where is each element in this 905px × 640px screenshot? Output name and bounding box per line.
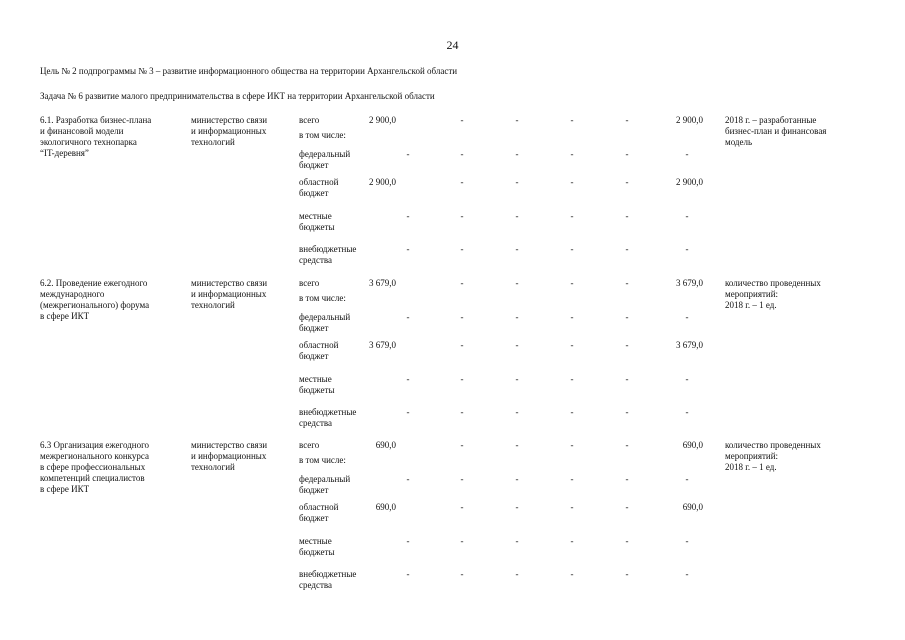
amount-cell: - (570, 569, 574, 579)
amount-cell: - (570, 244, 574, 254)
amount-cell: - (460, 407, 464, 417)
funding-source-label: всего (299, 278, 320, 288)
amount-cell: - (515, 115, 519, 125)
amount-cell: - (625, 115, 629, 125)
amount-cell: - (570, 340, 574, 350)
amount-cell: - (460, 374, 464, 384)
amount-cell: - (570, 440, 574, 450)
amount-cell: 3 679,0 (676, 278, 703, 288)
funding-source-label: областной бюджет (299, 502, 339, 523)
activity-name: 6.2. Проведение ежегодного международного (межрегионального) форума в сфере ИКТ (40, 278, 150, 321)
amount-cell: 690,0 (375, 502, 396, 512)
amount-cell: - (406, 474, 410, 484)
amount-cell: - (460, 278, 464, 288)
amount-cell: - (685, 569, 689, 579)
amount-cell: - (515, 536, 519, 546)
amount-cell: 3 679,0 (676, 340, 703, 350)
result-indicator: количество проведенных мероприятий: 2018 г. – 1 ед. (725, 278, 821, 310)
amount-cell: - (570, 536, 574, 546)
amount-cell: - (460, 115, 464, 125)
amount-cell: - (515, 502, 519, 512)
amount-cell: - (625, 374, 629, 384)
amount-cell: - (406, 407, 410, 417)
amount-cell: - (570, 312, 574, 322)
executor: министерство связи и информационных технологий (191, 440, 268, 472)
amount-cell: - (515, 211, 519, 221)
funding-source-label: в том числе: (299, 293, 346, 303)
amount-cell: 2 900,0 (369, 115, 396, 125)
activity-name: 6.3 Организация ежегодного межрегионального конкурса в сфере профессиональных компетенций специалистов в сфере ИКТ (40, 440, 150, 494)
funding-source-label: федеральный бюджет (299, 149, 351, 170)
funding-source-label: в том числе: (299, 455, 346, 465)
amount-cell: - (685, 536, 689, 546)
funding-source-label: всего (299, 115, 320, 125)
amount-cell: - (685, 211, 689, 221)
amount-cell: - (625, 536, 629, 546)
executor: министерство связи и информационных технологий (191, 278, 268, 310)
amount-cell: - (460, 244, 464, 254)
amount-cell: - (625, 502, 629, 512)
amount-cell: - (460, 340, 464, 350)
amount-cell: - (625, 312, 629, 322)
funding-source-label: внебюджетные средства (299, 407, 357, 428)
amount-cell: - (685, 474, 689, 484)
amount-cell: - (625, 569, 629, 579)
funding-source-label: местные бюджеты (299, 211, 335, 232)
amount-cell: - (570, 502, 574, 512)
amount-cell: - (515, 312, 519, 322)
funding-source-label: местные бюджеты (299, 536, 335, 557)
funding-source-label: федеральный бюджет (299, 312, 351, 333)
amount-cell: - (515, 340, 519, 350)
amount-cell: - (460, 569, 464, 579)
funding-source-label: местные бюджеты (299, 374, 335, 395)
amount-cell: - (570, 211, 574, 221)
amount-cell: - (570, 278, 574, 288)
amount-cell: - (406, 244, 410, 254)
amount-cell: - (406, 569, 410, 579)
amount-cell: - (570, 474, 574, 484)
executor: министерство связи и информационных технологий (191, 115, 268, 147)
amount-cell: - (515, 244, 519, 254)
amount-cell: 2 900,0 (676, 177, 703, 187)
amount-cell: - (515, 177, 519, 187)
amount-cell: - (460, 536, 464, 546)
amount-cell: - (406, 536, 410, 546)
amount-cell: - (570, 115, 574, 125)
amount-cell: - (406, 149, 410, 159)
task-heading: Задача № 6 развитие малого предпринимательства в сфере ИКТ на территории Архангельской области (40, 91, 435, 101)
amount-cell: - (515, 374, 519, 384)
amount-cell: - (406, 374, 410, 384)
activity-name: 6.1. Разработка бизнес-плана и финансовой модели экологичного технопарка “IT-деревня” (40, 115, 152, 158)
amount-cell: - (515, 149, 519, 159)
funding-source-label: областной бюджет (299, 340, 339, 361)
amount-cell: 2 900,0 (369, 177, 396, 187)
amount-cell: - (625, 340, 629, 350)
amount-cell: - (625, 211, 629, 221)
amount-cell: - (515, 440, 519, 450)
funding-source-label: всего (299, 440, 320, 450)
funding-source-label: в том числе: (299, 130, 346, 140)
amount-cell: - (460, 502, 464, 512)
amount-cell: - (625, 244, 629, 254)
amount-cell: - (625, 407, 629, 417)
amount-cell: - (685, 244, 689, 254)
amount-cell: 3 679,0 (369, 340, 396, 350)
amount-cell: - (685, 149, 689, 159)
amount-cell: - (685, 407, 689, 417)
amount-cell: - (460, 211, 464, 221)
amount-cell: - (625, 474, 629, 484)
amount-cell: - (570, 407, 574, 417)
amount-cell: - (460, 312, 464, 322)
funding-source-label: областной бюджет (299, 177, 339, 198)
amount-cell: - (625, 177, 629, 187)
funding-source-label: внебюджетные средства (299, 569, 357, 590)
funding-source-label: федеральный бюджет (299, 474, 351, 495)
goal-heading: Цель № 2 подпрограммы № 3 – развитие информационного общества на территории Архангельской области (40, 66, 458, 76)
amount-cell: - (625, 149, 629, 159)
amount-cell: 3 679,0 (369, 278, 396, 288)
amount-cell: 690,0 (375, 440, 396, 450)
amount-cell: - (460, 474, 464, 484)
amount-cell: 2 900,0 (676, 115, 703, 125)
amount-cell: - (515, 407, 519, 417)
amount-cell: - (570, 374, 574, 384)
amount-cell: - (570, 149, 574, 159)
amount-cell: - (685, 374, 689, 384)
amount-cell: - (460, 149, 464, 159)
amount-cell: - (685, 312, 689, 322)
amount-cell: - (625, 278, 629, 288)
amount-cell: - (515, 474, 519, 484)
amount-cell: - (460, 440, 464, 450)
amount-cell: - (515, 569, 519, 579)
amount-cell: - (460, 177, 464, 187)
page-number: 24 (446, 38, 459, 52)
amount-cell: 690,0 (682, 502, 703, 512)
amount-cell: - (570, 177, 574, 187)
amount-cell: - (625, 440, 629, 450)
amount-cell: - (406, 211, 410, 221)
result-indicator: 2018 г. – разработанные бизнес-план и финансовая модель (725, 115, 827, 147)
result-indicator: количество проведенных мероприятий: 2018 г. – 1 ед. (725, 440, 821, 472)
amount-cell: - (406, 312, 410, 322)
amount-cell: - (515, 278, 519, 288)
amount-cell: 690,0 (682, 440, 703, 450)
funding-source-label: внебюджетные средства (299, 244, 357, 265)
